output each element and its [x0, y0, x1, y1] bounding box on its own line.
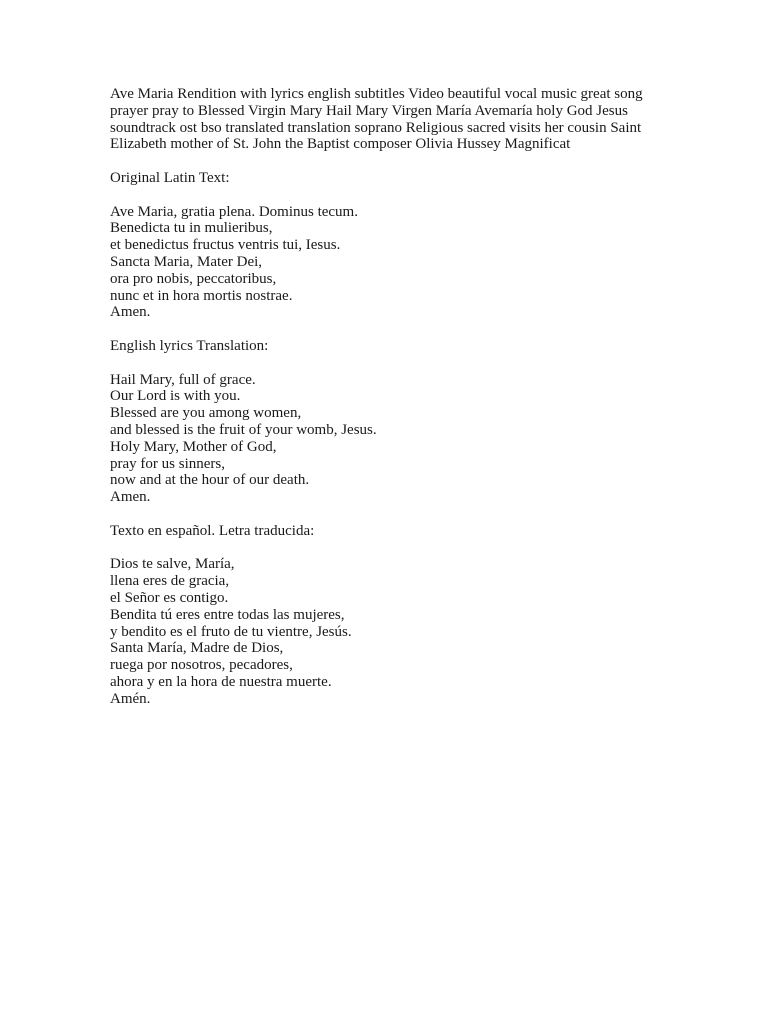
latin-line: Sancta Maria, Mater Dei,	[110, 253, 263, 270]
english-line: Our Lord is with you.	[110, 388, 241, 405]
latin-heading: Original Latin Text:	[110, 169, 230, 186]
english-line: Blessed are you among women,	[110, 405, 302, 422]
spanish-line: el Señor es contigo.	[110, 589, 229, 606]
english-line: Amen.	[110, 489, 151, 506]
latin-line: ora pro nobis, peccatoribus,	[110, 270, 277, 287]
english-text	[110, 372, 670, 506]
latin-line: nunc et in hora mortis nostrae.	[110, 287, 293, 304]
spanish-line: y bendito es el fruto de tu vientre, Jesús.	[110, 623, 352, 640]
spanish-heading: Texto en español. Letra traducida:	[110, 522, 315, 539]
latin-line: et benedictus fructus ventris tui, Iesus.	[110, 237, 341, 254]
document-page	[110, 86, 670, 724]
english-line: pray for us sinners,	[110, 455, 225, 472]
latin-line: Ave Maria, gratia plena. Dominus tecum.	[110, 203, 358, 220]
spanish-line: ahora y en la hora de nuestra muerte.	[110, 673, 332, 690]
intro-paragraph: Ave Maria Rendition with lyrics english subtitles Video beautiful vocal music great song prayer pray to Blessed Virgin Mary Hail Mary Virgen María Avemaría holy God Jesus soundtrack ost bso translated translation soprano Religious sacred visits her cousin Saint Elizabeth mother of St. John the Baptist composer Olivia Hussey Magnificat	[110, 86, 643, 153]
spanish-line: Amén.	[110, 690, 151, 707]
english-heading: English lyrics Translation:	[110, 337, 269, 354]
spanish-line: Santa María, Madre de Dios,	[110, 640, 284, 657]
english-line: now and at the hour of our death.	[110, 472, 310, 489]
spanish-line: ruega por nosotros, pecadores,	[110, 657, 293, 674]
english-line: Holy Mary, Mother of God,	[110, 438, 277, 455]
latin-line: Benedicta tu in mulieribus,	[110, 220, 273, 237]
english-line: and blessed is the fruit of your womb, Jesus.	[110, 421, 377, 438]
spanish-line: llena eres de gracia,	[110, 573, 230, 590]
spanish-line: Bendita tú eres entre todas las mujeres,	[110, 606, 345, 623]
latin-text	[110, 204, 670, 322]
spanish-line: Dios te salve, María,	[110, 556, 235, 573]
latin-line: Amen.	[110, 304, 151, 321]
english-line: Hail Mary, full of grace.	[110, 371, 256, 388]
spanish-text	[110, 556, 670, 707]
